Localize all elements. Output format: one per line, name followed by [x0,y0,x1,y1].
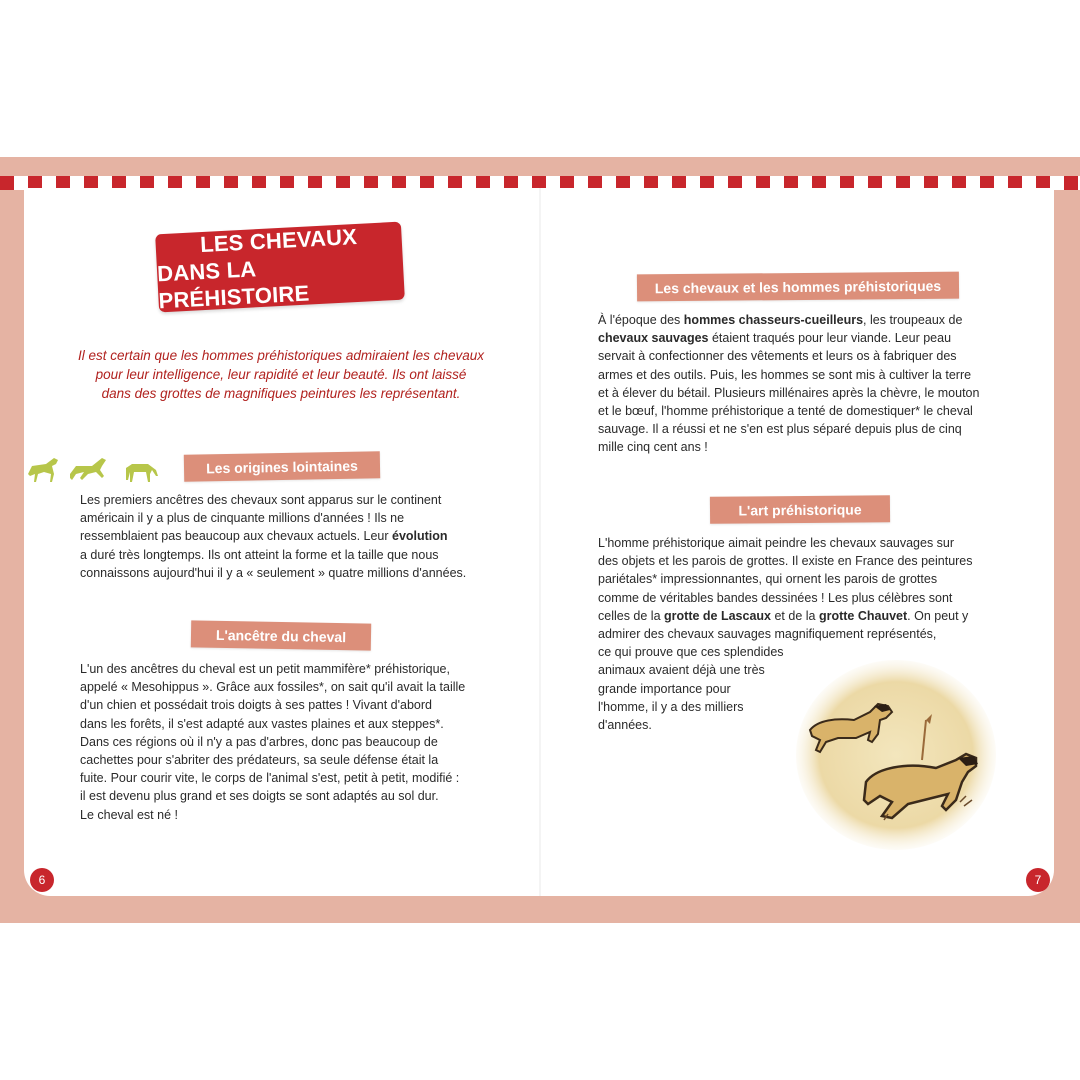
bold-term: grotte Chauvet [818,608,908,623]
text-line: comme de véritables bandes dessinées ! Les plus célèbres sont [598,590,953,605]
text-line: servait à confectionner des vêtements et leurs os à fabriquer des [598,349,957,364]
text-line: ce qui prouve que ces splendides [598,645,784,660]
text-segment: ressemblaient pas beaucoup aux chevaux actuels. Leur [80,529,392,544]
text-line: mille cinq cent ans ! [598,440,708,455]
text-line: a duré très longtemps. Ils ont atteint la forme et la taille que nous [80,547,439,562]
intro-line: dans des grottes de magnifiques peintures les représentant. [101,386,461,401]
text-segment: À l'époque des [598,313,684,327]
intro-line: Il est certain que les hommes préhistoriques admiraient les chevaux [78,348,484,363]
text-line: et le bœuf, l'homme préhistorique a tenté de domestiquer* le cheval [598,404,973,419]
text-segment: , les troupeaux de [863,313,963,327]
text-line: L'un des ancêtres du cheval est un petit mammifère* préhistorique, [80,662,450,676]
text-line: il est devenu plus grand et ses doigts se sont adaptés au sol dur. [80,789,439,804]
cave-painting-illustration [796,660,996,850]
text-line: animaux avaient déjà une très [598,663,765,678]
text-line: fuite. Pour courir vite, le corps de l'animal s'est, petit à petit, modifié : [80,771,460,786]
section-text-hommes [598,311,1028,457]
text-line: Dans ces régions où il n'y a pas d'arbres, donc pas beaucoup de [80,734,438,749]
text-line: dans les forêts, il s'est adapté aux vastes plaines et aux steppes*. [80,716,444,731]
text-line [598,311,1028,329]
text-line: cachettes pour s'abriter des prédateurs, sa seule défense était la [80,753,439,768]
intro-paragraph [76,346,486,403]
page-number-right: 7 [1026,868,1050,892]
text-line: admirer des chevaux sauvages magnifiquement représentés, [598,627,937,642]
text-segment: étaient traqués pour leur viande. Leur peau [708,331,952,346]
text-segment: celles de la [598,608,665,623]
bold-term: hommes chasseurs-cueilleurs [683,313,864,327]
bold-term: évolution [392,529,448,544]
text-line: d'un chien et possédait trois doigts à ses pattes ! Vivant d'abord [80,698,432,713]
text-line: d'années. [598,718,652,733]
chapter-title [155,222,405,313]
section-text-ancetre [80,660,500,824]
text-line: L'homme préhistorique aimait peindre les chevaux sauvages sur [598,536,955,550]
text-line: armes et des outils. Puis, les hommes se sont mis à cultiver la terre [598,367,972,382]
text-line [80,527,500,545]
intro-line: pour leur intelligence, leur rapidité et leur beauté. Ils ont laissé [95,367,467,382]
text-line: l'homme, il y a des milliers [598,699,744,714]
chapter-title-line2: DANS LA PRÉHISTOIRE [156,255,310,313]
section-heading-art: L'art préhistorique [710,495,890,524]
bold-term: chevaux sauvages [598,331,709,346]
section-heading-hommes: Les chevaux et les hommes préhistoriques [637,272,959,302]
text-line: pariétales* impressionnantes, qui ornent les parois de grottes [598,572,938,587]
text-segment: et de la [771,608,819,623]
section-text-origines [80,491,500,582]
text-line: Les premiers ancêtres des chevaux sont apparus sur le continent [80,493,442,507]
text-line: appelé « Mesohippus ». Grâce aux fossiles*, on sait qu'il avait la taille [80,680,466,695]
text-segment: . On peut y [907,608,969,623]
section-heading-origines: Les origines lointaines [184,451,380,481]
chapter-title-line1: LES CHEVAUX [199,223,358,257]
section-heading-ancetre: L'ancêtre du cheval [191,620,371,650]
bold-term: grotte de Lascaux [664,608,771,623]
text-line: Le cheval est né ! [80,807,178,822]
text-line: connaissons aujourd'hui il y a « seulement » quatre millions d'années. [80,565,467,580]
text-line: sauvage. Il a réussi et ne s'en est plus séparé depuis plus de cinq [598,422,962,437]
text-line [598,607,1028,625]
text-line: grande importance pour [598,681,731,696]
text-line: américain il y a plus de cinquante millions d'années ! Ils ne [80,511,405,526]
text-line: des objets et les parois de grottes. Il existe en France des peintures [598,554,973,569]
text-line: et à élever du bétail. Plusieurs millénaires après la chèvre, le mouton [598,385,980,400]
page-gutter [539,188,541,896]
text-line [598,329,1028,347]
horse-silhouettes-icon [24,452,164,484]
page-number-left: 6 [30,868,54,892]
